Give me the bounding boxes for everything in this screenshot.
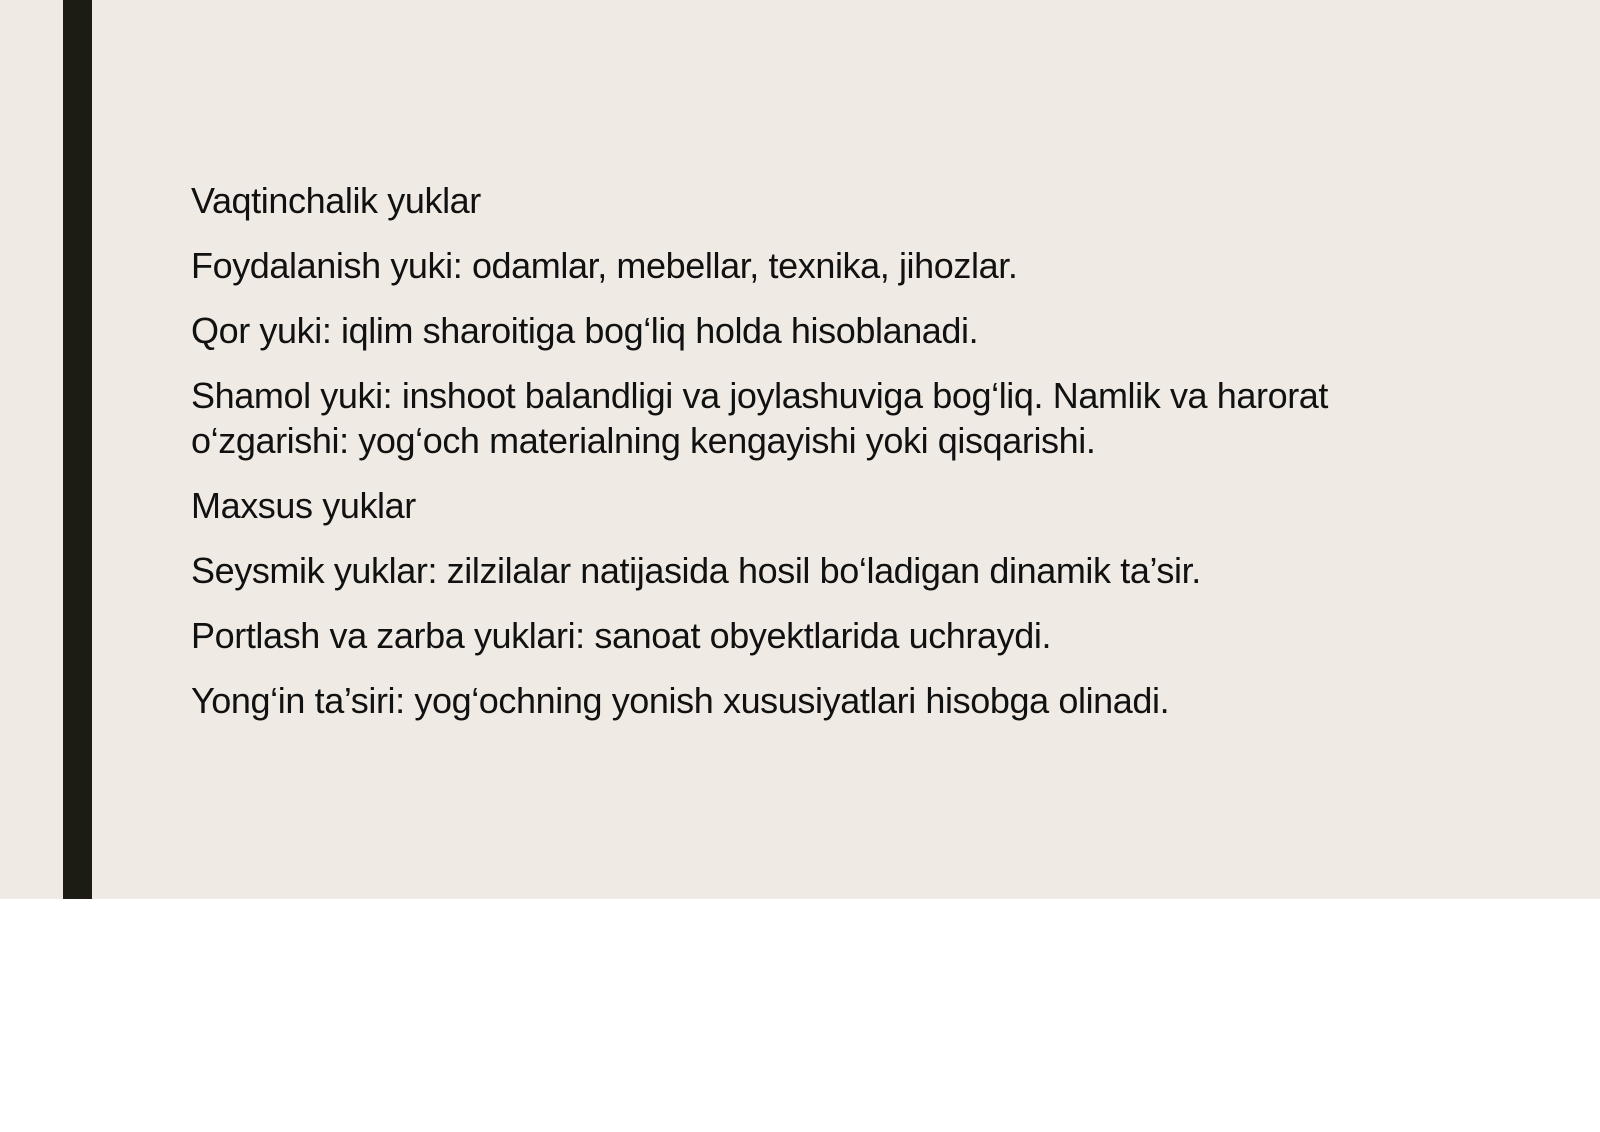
text-seismic-loads: Seysmik yuklar: zilzilalar natijasida hosil bo‘ladigan dinamik ta’sir. — [191, 550, 1201, 591]
slide-body — [191, 178, 1461, 743]
text-explosion-impact-loads: Portlash va zarba yuklari: sanoat obyektlarida uchraydi. — [191, 615, 1052, 656]
heading-temporary-loads: Vaqtinchalik yuklar — [191, 180, 481, 221]
text-fire-effect: Yong‘in ta’siri: yog‘ochning yonish xususiyatlari hisobga olinadi. — [191, 680, 1170, 721]
accent-bar — [63, 0, 92, 899]
heading-special-loads: Maxsus yuklar — [191, 485, 416, 526]
text-wind-load: Shamol yuki: inshoot balandligi va joylashuviga bog‘liq. Namlik va harorat o‘zgarishi: yog‘och materialning kengayishi yoki qisqarishi. — [191, 375, 1329, 461]
text-usage-load: Foydalanish yuki: odamlar, mebellar, texnika, jihozlar. — [191, 245, 1018, 286]
blank-area — [0, 899, 1600, 1132]
text-snow-load: Qor yuki: iqlim sharoitiga bog‘liq holda hisoblanadi. — [191, 310, 979, 351]
